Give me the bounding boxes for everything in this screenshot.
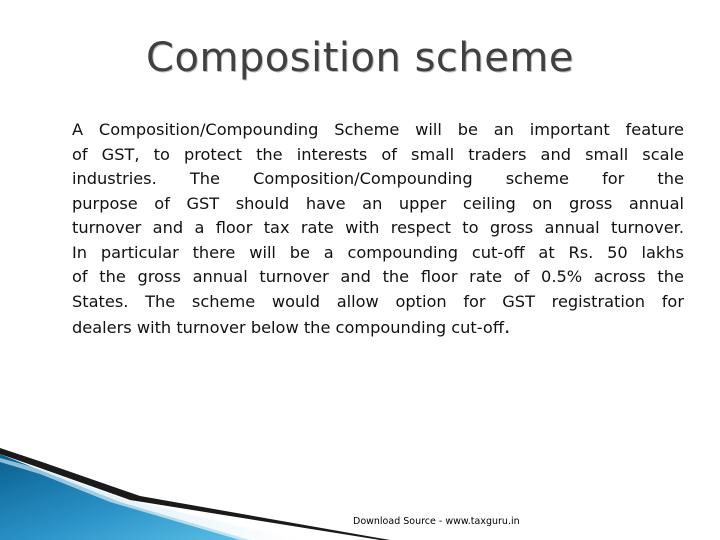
- body-line: purpose of GST should have an upper ceiling on gross annual: [72, 193, 684, 213]
- body-line-text: dealers with turnover below the compounding cut-off: [72, 318, 504, 337]
- body-line: of the gross annual turnover and the floor rate of 0.5% across the: [72, 267, 684, 286]
- slide-body: [72, 118, 684, 341]
- body-line: industries. The Composition/Compounding scheme for the: [72, 169, 684, 188]
- body-line-last: [72, 314, 684, 341]
- body-line: States. The scheme would allow option for GST registration for: [72, 291, 684, 311]
- body-line: turnover and a floor tax rate with respect to gross annual turnover.: [72, 218, 684, 237]
- final-period: .: [503, 314, 511, 338]
- body-line: A Composition/Compounding Scheme will be an important feature: [72, 120, 684, 139]
- body-line: of GST, to protect the interests of small traders and small scale: [72, 144, 684, 164]
- body-line: In particular there will be a compounding cut-off at Rs. 50 lakhs: [72, 242, 684, 262]
- source-note: Download Source - www.taxguru.in: [353, 516, 520, 527]
- slide-title: Composition scheme: [146, 35, 574, 81]
